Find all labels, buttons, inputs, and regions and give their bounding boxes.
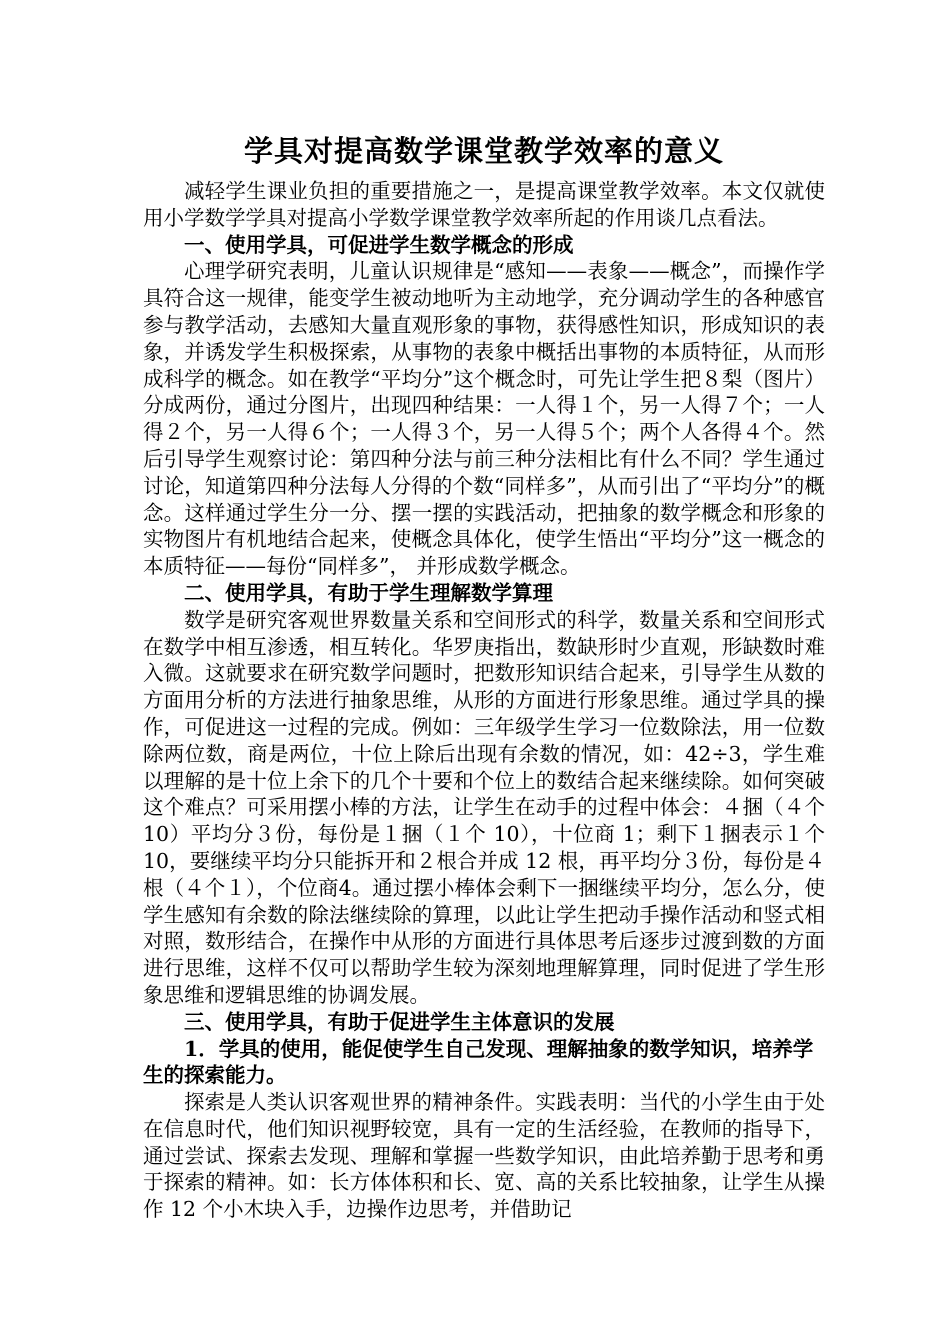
document-title: 学具对提高数学课堂教学效率的意义 xyxy=(243,134,724,168)
section-2-paragraph: 数学是研究客观世界数量关系和空间形式的科学，数量关系和空间形式在数学中相互渗透，相互转化。华罗庚指出，数缺形时少直观，形缺数时难入微。这就要求在研究数学问题时，把数形知识结合起来，引导学生从数的方面用分析的方法进行抽象思维，从形的方面进行形象思维。通过学具的操作，可促进这一过程的完成。例如：三年级学生学习一位数除法，用一位数除两位数，商是两位，十位上除后出现有余数的情况，如：42÷3，学生难以理解的是十位上余下的几个十要和个位上的数结合起来继续除。如何突破这个难点？可采用摆小棒的方法，让学生在动手的过程中体会：４捆（４个 10）平均分３份，每份是１捆（１个 10），十位商 1；剩下１捆表示１个 10，要继续平均分只能拆开和２根合并成 12 根，再平均分３份，每份是４根（４个１），个位商4。通过摆小棒体会剩下一捆继续平均分，怎么分，使学生感知有余数的除法继续除的算理，以此让学生把动手操作活动和竖式相对照，数形结合，在操作中从形的方面进行具体思考后逐步过渡到数的方面进行思维，这样不仅可以帮助学生较为深刻地理解算理，同时促进了学生形象思维和逻辑思维的协调发展。 xyxy=(143,607,825,1007)
section-1-paragraph: 心理学研究表明，儿童认识规律是“感知——表象——概念”，而操作学具符合这一规律，能变学生被动地听为主动地学，充分调动学生的各种感官参与教学活动，去感知大量直观形象的事物，获得感性知识，形成知识的表象，并诱发学生积极探索，从事物的表象中概括出事物的本质特征，从而形成科学的概念。如在教学“平均分”这个概念时，可先让学生把８梨（图片）分成两份，通过分图片，出现四种结果：一人得１个，另一人得７个；一人得２个，另一人得６个；一人得３个，另一人得５个；两个人各得４个。然后引导学生观察讨论：第四种分法与前三种分法相比有什么不同？学生通过讨论，知道第四种分法每人分得的个数“同样多”，从而引出了“平均分”的概念。这样通过学生分一分、摆一摆的实践活动，把抽象的数学概念和形象的实物图片有机地结合起来，使概念具体化，使学生悟出“平均分”这一概念的本质特征——每份“同样多”， 并形成数学概念。 xyxy=(143,259,825,579)
section-2-heading: 二、使用学具，有助于学生理解数学算理 xyxy=(184,580,553,605)
section-3-subheading: 1．学具的使用，能促使学生自己发现、理解抽象的数学知识，培养学生的探索能力。 xyxy=(143,1036,814,1088)
document-page xyxy=(143,128,825,1223)
section-3-heading: 三、使用学具，有助于促进学生主体意识的发展 xyxy=(184,1009,615,1034)
section-1-heading: 一、使用学具，可促进学生数学概念的形成 xyxy=(184,232,574,257)
section-3-paragraph: 探索是人类认识客观世界的精神条件。实践表明：当代的小学生由于处在信息时代，他们知识视野较宽，具有一定的生活经验，在教师的指导下，通过尝试、探索去发现、理解和掌握一些数学知识，由此培养勤于思考和勇于探索的精神。如：长方体体积和长、宽、高的关系比较抽象，让学生从操作 12 个小木块入手，边操作边思考，并借助记 xyxy=(143,1090,825,1222)
intro-paragraph: 减轻学生课业负担的重要措施之一，是提高课堂教学效率。本文仅就使用小学数学学具对提高小学数学课堂教学效率所起的作用谈几点看法。 xyxy=(143,179,825,230)
